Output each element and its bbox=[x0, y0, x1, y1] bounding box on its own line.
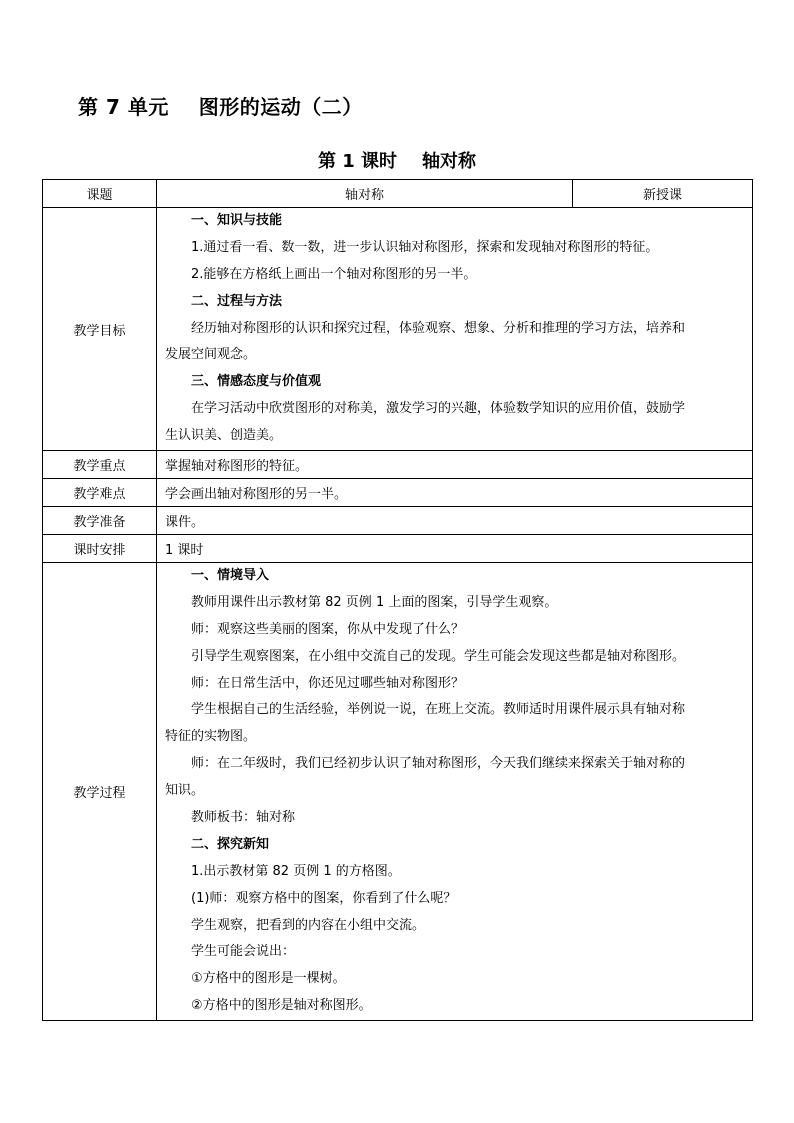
process-content bbox=[157, 563, 753, 1021]
process-line: 师：观察这些美丽的图案，你从中发现了什么？ bbox=[191, 621, 465, 637]
process-heading: 一、情境导入 bbox=[191, 568, 270, 584]
objective-line: 1.通过看一看、数一数，进一步认识轴对称图形，探索和发现轴对称图形的特征。 bbox=[191, 239, 659, 255]
objective-line: 发展空间观念。 bbox=[165, 347, 257, 363]
process-line: (1)师：观察方格中的图案，你看到了什么呢？ bbox=[191, 890, 457, 906]
objective-heading: 一、知识与技能 bbox=[191, 213, 283, 228]
difficulty-value: 学会画出轴对称图形的另一半。 bbox=[157, 479, 753, 507]
process-line: ①方格中的图形是一棵树。 bbox=[191, 971, 346, 987]
topic-label: 课题 bbox=[43, 180, 157, 208]
unit-title: 第 7 单元 图形的运动（二） bbox=[78, 95, 363, 119]
process-row bbox=[43, 563, 753, 1021]
preparation-row bbox=[43, 507, 753, 535]
key-point-value: 掌握轴对称图形的特征。 bbox=[157, 451, 753, 479]
process-line: 1.出示教材第 82 页例 1 的方格图。 bbox=[191, 863, 401, 879]
key-point-row bbox=[43, 451, 753, 479]
preparation-value: 课件。 bbox=[157, 507, 753, 535]
process-line: 知识。 bbox=[165, 783, 205, 799]
objectives-content bbox=[157, 208, 753, 451]
lesson-type: 新授课 bbox=[573, 180, 753, 208]
objective-line: 2.能够在方格纸上画出一个轴对称图形的另一半。 bbox=[191, 266, 477, 282]
process-line: 特征的实物图。 bbox=[165, 729, 257, 745]
process-label: 教学过程 bbox=[43, 563, 157, 1021]
schedule-label: 课时安排 bbox=[43, 535, 157, 563]
schedule-row bbox=[43, 535, 753, 563]
lesson-plan-table bbox=[42, 179, 753, 1021]
process-line: 教师板书：轴对称 bbox=[191, 810, 296, 826]
process-line: 教师用课件出示教材第 82 页例 1 上面的图案，引导学生观察。 bbox=[191, 594, 558, 610]
schedule-value: 1 课时 bbox=[157, 535, 753, 563]
objectives-label: 教学目标 bbox=[43, 208, 157, 451]
process-line: 学生可能会说出： bbox=[191, 944, 296, 960]
objective-heading: 二、过程与方法 bbox=[191, 293, 283, 309]
process-line: 师：在日常生活中，你还见过哪些轴对称图形？ bbox=[191, 675, 465, 691]
process-line: 引导学生观察图案，在小组中交流自己的发现。学生可能会发现这些都是轴对称图形。 bbox=[191, 648, 686, 664]
objective-line: 在学习活动中欣赏图形的对称美，激发学习的兴趣，体验数学知识的应用价值，鼓励学 bbox=[191, 401, 686, 417]
process-line: ②方格中的图形是轴对称图形。 bbox=[191, 998, 372, 1014]
key-point-label: 教学重点 bbox=[43, 451, 157, 479]
process-line: 学生根据自己的生活经验，举例说一说，在班上交流。教师适时用课件展示具有轴对称 bbox=[191, 702, 686, 718]
process-heading: 二、探究新知 bbox=[191, 836, 270, 852]
process-line: 学生观察，把看到的内容在小组中交流。 bbox=[191, 917, 426, 933]
difficulty-label: 教学难点 bbox=[43, 479, 157, 507]
topic-value: 轴对称 bbox=[157, 180, 573, 208]
difficulty-row bbox=[43, 479, 753, 507]
header-row bbox=[43, 180, 753, 208]
objective-heading: 三、情感态度与价值观 bbox=[191, 374, 322, 390]
lesson-title: 第 1 课时 轴对称 bbox=[317, 151, 477, 172]
objectives-row bbox=[43, 208, 753, 451]
objective-line: 经历轴对称图形的认识和探究过程，体验观察、想象、分析和推理的学习方法，培养和 bbox=[191, 320, 686, 336]
process-line: 师：在二年级时，我们已经初步认识了轴对称图形，今天我们继续来探索关于轴对称的 bbox=[191, 756, 686, 772]
preparation-label: 教学准备 bbox=[43, 507, 157, 535]
objective-line: 生认识美、创造美。 bbox=[165, 428, 283, 444]
